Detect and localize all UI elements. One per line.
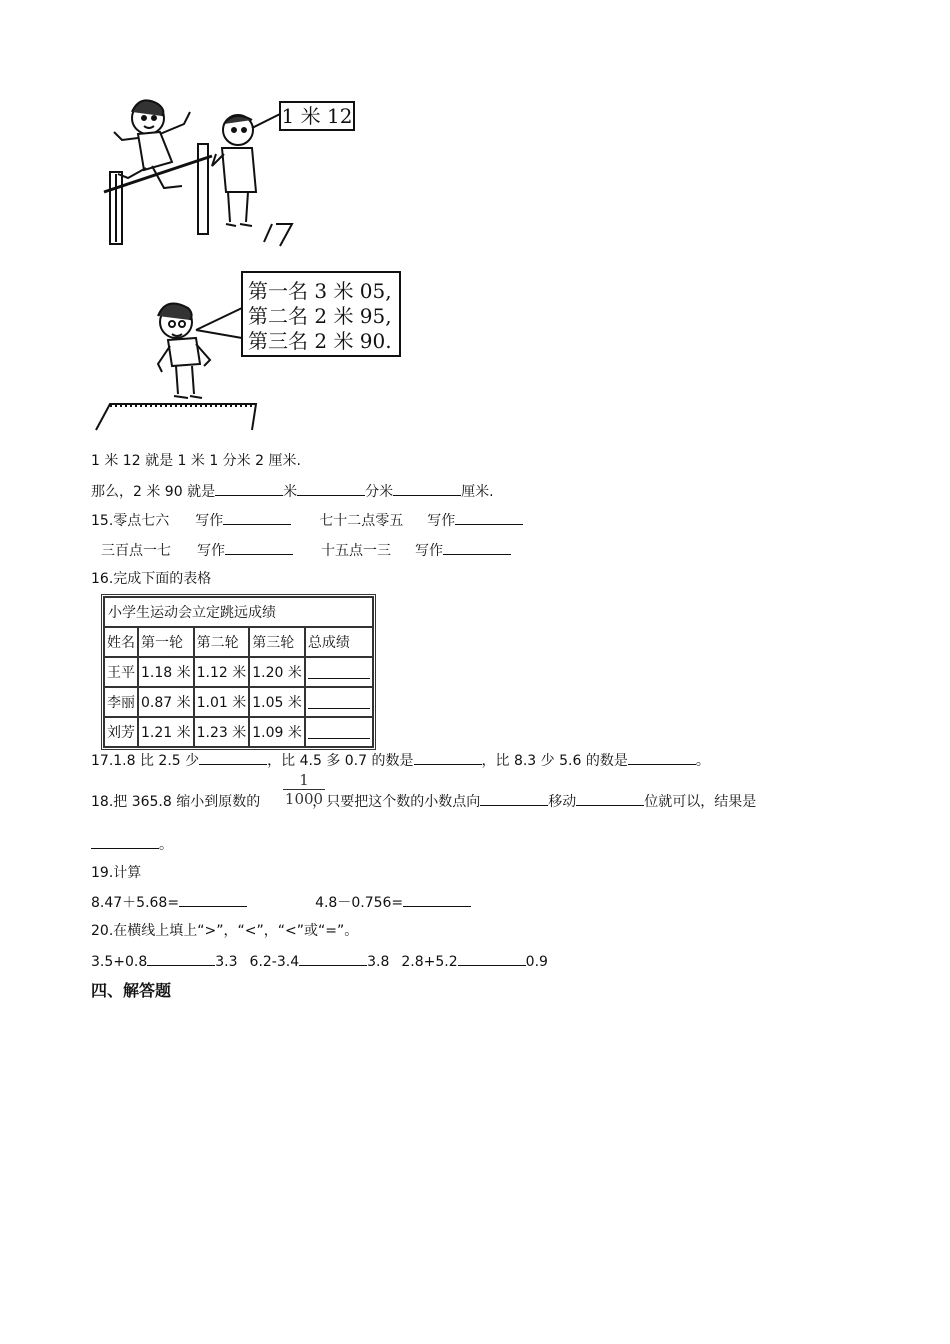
section-heading: 四、解答题 — [91, 981, 172, 1000]
question-18: 18.把 365.8 缩小到原数的 ，只要把这个数的小数点向 移动 位就可以，结果是 — [91, 791, 756, 812]
answer-blank[interactable] — [223, 510, 291, 525]
column-header: 姓名 — [104, 627, 138, 657]
column-header: 总成绩 — [305, 627, 373, 657]
answer-blank[interactable] — [225, 540, 293, 555]
answer-blank[interactable] — [414, 750, 482, 765]
column-header: 第三轮 — [249, 627, 305, 657]
column-header: 第二轮 — [194, 627, 250, 657]
table-title: 小学生运动会立定跳远成绩 — [104, 597, 373, 627]
long-jump-illustration — [92, 268, 412, 436]
top-bubble-text: 1 米 12 — [281, 104, 353, 128]
total-blank-cell[interactable] — [305, 717, 373, 747]
fraction-one-thousandth: 1 1000 — [284, 771, 324, 808]
question-16-title: 16.完成下面的表格 — [91, 571, 212, 587]
answer-blank[interactable] — [458, 951, 526, 966]
high-jump-illustration — [100, 92, 360, 250]
answer-blank[interactable] — [215, 481, 283, 496]
question-18-answer: 。 — [91, 834, 173, 855]
table-row: 李丽 0.87 米 1.01 米 1.05 米 — [104, 687, 373, 717]
answer-blank[interactable] — [147, 951, 215, 966]
answer-blank[interactable] — [480, 791, 548, 806]
bubble-line-2: 第二名 2 米 95, — [248, 304, 392, 328]
answer-blank[interactable] — [179, 892, 247, 907]
answer-blank[interactable] — [393, 481, 461, 496]
answer-blank[interactable] — [443, 540, 511, 555]
question-15-row-1: 15.零点七六 写作 七十二点零五 写作 — [91, 510, 523, 531]
answer-blank[interactable] — [91, 834, 159, 849]
answer-blank[interactable] — [403, 892, 471, 907]
table-header-row — [104, 627, 373, 657]
conversion-question: 那么，2 米 90 就是 米 分米 厘米. — [91, 481, 494, 502]
bubble-line-3: 第三名 2 米 90. — [248, 329, 392, 353]
answer-blank[interactable] — [628, 750, 696, 765]
results-table — [101, 594, 376, 750]
answer-blank[interactable] — [199, 750, 267, 765]
answer-blank[interactable] — [576, 791, 644, 806]
question-19-calc: 8.47＋5.68= 4.8－0.756= — [91, 892, 471, 913]
bubble-line-1: 第一名 3 米 05, — [248, 279, 392, 303]
answer-blank[interactable] — [299, 951, 367, 966]
table-row: 刘芳 1.21 米 1.23 米 1.09 米 — [104, 717, 373, 747]
intro-line: 1 米 12 就是 1 米 1 分米 2 厘米. — [91, 453, 301, 469]
table-row: 王平 1.18 米 1.12 米 1.20 米 — [104, 657, 373, 687]
answer-blank[interactable] — [297, 481, 365, 496]
question-20-title: 20.在横线上填上“>”，“<”，“<”或“=”。 — [91, 923, 359, 939]
column-header: 第一轮 — [138, 627, 194, 657]
total-blank-cell[interactable] — [305, 687, 373, 717]
question-20-items: 3.5+0.8 3.3 6.2-3.4 3.8 2.8+5.2 0.9 — [91, 951, 548, 972]
question-15-row-2: 三百点一七 写作 十五点一三 写作 — [101, 540, 511, 561]
total-blank-cell[interactable] — [305, 657, 373, 687]
question-19-title: 19.计算 — [91, 865, 142, 881]
question-17: 17.1.8 比 2.5 少 ，比 4.5 多 0.7 的数是 ，比 8.3 少 5.6 的数是 。 — [91, 750, 710, 771]
answer-blank[interactable] — [455, 510, 523, 525]
